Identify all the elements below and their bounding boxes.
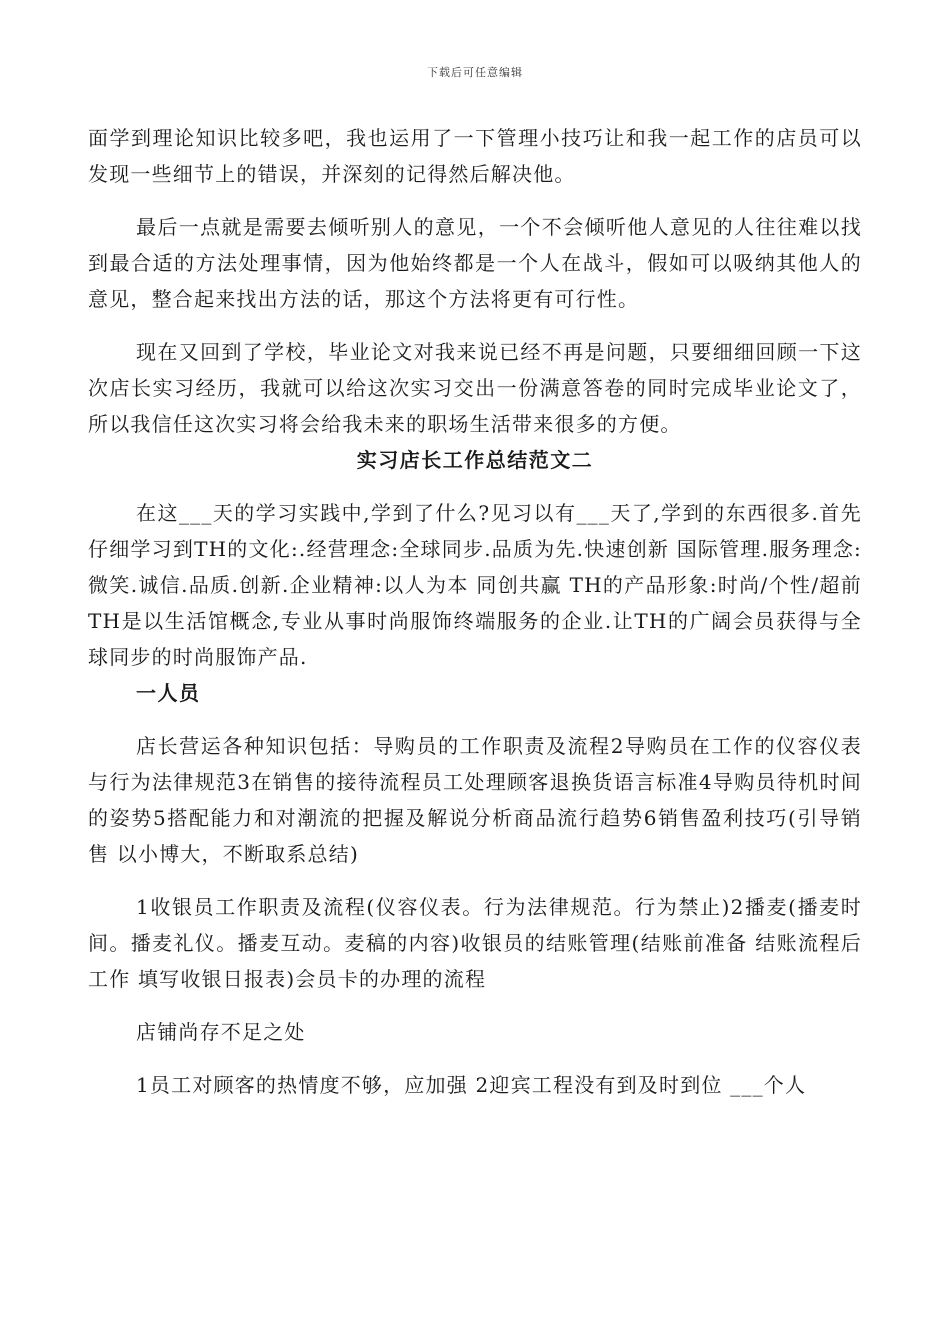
paragraph-8: 1员工对顾客的热情度不够，应加强 2迎宾工程没有到及时到位 ___个人 — [136, 1073, 807, 1097]
paragraph-2: 最后一点就是需要去倾听别人的意见，一个不会倾听他人意见的人往往难以找到最合适的方法处理事情，因为他始终都是一个人在战斗，假如可以吸纳其他人的意见，整合起来找出方法的话，那这个方法将更有可行性。 — [88, 215, 862, 311]
paragraph-6: 1收银员工作职责及流程(仪容仪表。行为法律规范。行为禁止)2播麦(播麦时间。播麦礼仪。播麦互动。麦稿的内容)收银员的结账管理(结账前准备 结账流程后工作 填写收银日报表)会员卡的办理的流程 — [88, 895, 862, 991]
section-title: 实习店长工作总结范文二 — [356, 448, 594, 472]
paragraph-4: 在这___天的学习实践中,学到了什么?见习以有___天了,学到的东西很多.首先仔细学习到TH的文化:.经营理念:全球同步.品质为先.快速创新 国际管理.服务理念:微笑.诚信.品质.创新.企业精神:以人为本 同创共赢 TH的产品形象:时尚/个性/超前TH是以生活馆概念,专业从事时尚服饰终端服务的企业.让TH的广阔会员获得与全球同步的时尚服饰产品. — [88, 501, 862, 669]
document-body — [88, 120, 862, 1103]
page-header-note: 下载后可任意编辑 — [427, 66, 523, 79]
paragraph-5: 店长营运各种知识包括：导购员的工作职责及流程2导购员在工作的仪容仪表与行为法律规范3在销售的接待流程员工处理顾客退换货语言标准4导购员待机时间的姿势5搭配能力和对潮流的把握及解说分析商品流行趋势6销售盈利技巧(引导销售 以小博大，不断取系总结) — [88, 734, 862, 866]
paragraph-1: 面学到理论知识比较多吧，我也运用了一下管理小技巧让和我一起工作的店员可以发现一些细节上的错误，并深刻的记得然后解决他。 — [88, 126, 862, 186]
subheading-personnel: 一人员 — [136, 681, 201, 705]
paragraph-7: 店铺尚存不足之处 — [136, 1020, 306, 1044]
paragraph-3: 现在又回到了学校，毕业论文对我来说已经不再是问题，只要细细回顾一下这次店长实习经历，我就可以给这次实习交出一份满意答卷的同时完成毕业论文了，所以我信任这次实习将会给我未来的职场生活带来很多的方便。 — [88, 340, 862, 436]
